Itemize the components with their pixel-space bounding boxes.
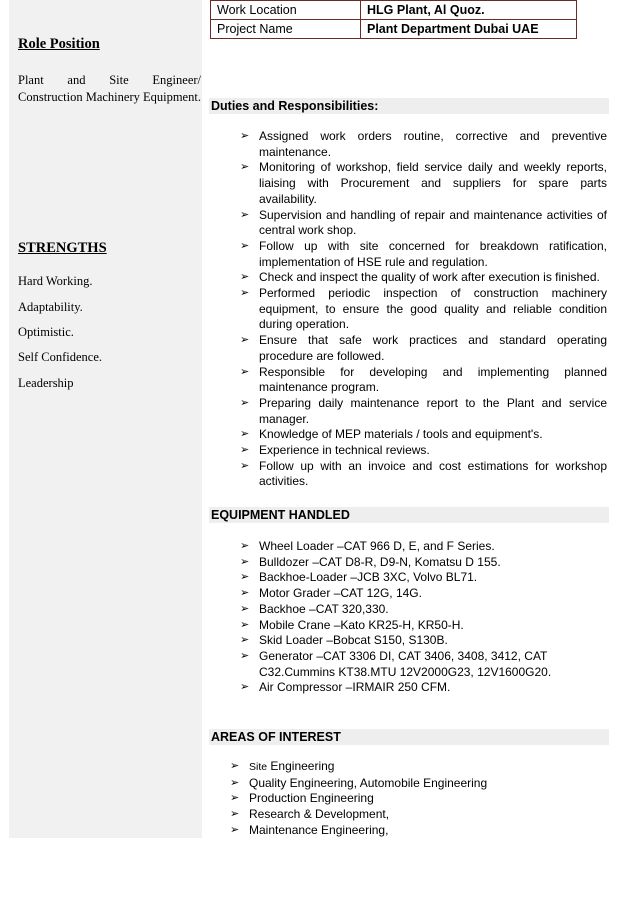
work-location-value: HLG Plant, Al Quoz. xyxy=(361,1,577,20)
list-item-text: Skid Loader –Bobcat S150, S130B. xyxy=(259,633,448,648)
arrow-bullet-icon: ➢ xyxy=(240,271,250,284)
list-item xyxy=(240,286,607,333)
strength-item: Self Confidence. xyxy=(18,350,103,364)
arrow-bullet-icon: ➢ xyxy=(240,459,250,472)
role-position-text: Plant and Site Engineer/ Construction Machinery Equipment. xyxy=(18,73,201,104)
work-location-label: Work Location xyxy=(211,1,361,20)
strength-item: Adaptability. xyxy=(18,300,83,314)
strength-item: Hard Working. xyxy=(18,274,93,288)
arrow-bullet-icon: ➢ xyxy=(240,334,250,347)
arrow-bullet-icon: ➢ xyxy=(240,208,250,221)
list-item-text: Knowledge of MEP materials / tools and equipment's. xyxy=(259,427,543,442)
list-item xyxy=(240,649,607,680)
arrow-bullet-icon: ➢ xyxy=(230,776,240,789)
list-item xyxy=(240,570,607,586)
list-item xyxy=(230,791,560,807)
strength-item: Leadership xyxy=(18,376,74,390)
list-item xyxy=(240,618,607,634)
list-item xyxy=(240,427,607,443)
list-item-text: Maintenance Engineering, xyxy=(249,822,389,837)
arrow-bullet-icon: ➢ xyxy=(240,130,250,142)
arrow-bullet-icon: ➢ xyxy=(240,161,250,174)
list-item xyxy=(240,602,607,618)
role-position-heading: Role Position xyxy=(18,36,100,52)
list-item-text: Follow up with site concerned for breakdown ratification, implementation of HSE rule and regulation. xyxy=(259,238,607,269)
list-item xyxy=(240,680,607,696)
list-item xyxy=(240,443,607,459)
project-info-table xyxy=(210,0,577,39)
list-item xyxy=(240,539,607,555)
list-item xyxy=(240,555,607,571)
list-item xyxy=(240,459,607,490)
list-item xyxy=(240,633,607,649)
list-item xyxy=(240,365,607,396)
list-item-text: Motor Grader –CAT 12G, 14G. xyxy=(259,586,422,601)
list-item-text: Air Compressor –IRMAIR 250 CFM. xyxy=(259,680,451,695)
arrow-bullet-icon: ➢ xyxy=(240,428,250,441)
list-item-text: Backhoe –CAT 320,330. xyxy=(259,601,389,616)
list-item xyxy=(240,239,607,270)
arrow-bullet-icon: ➢ xyxy=(240,681,250,694)
list-item-text: Experience in technical reviews. xyxy=(259,443,430,458)
arrow-bullet-icon: ➢ xyxy=(240,396,250,409)
arrow-bullet-icon: ➢ xyxy=(240,444,250,457)
strength-item: Optimistic. xyxy=(18,325,74,339)
list-item-text: Production Engineering xyxy=(249,791,374,806)
equipment-heading: EQUIPMENT HANDLED xyxy=(209,507,609,523)
table-row xyxy=(211,1,577,20)
arrow-bullet-icon: ➢ xyxy=(230,792,240,805)
list-item-text: Quality Engineering, Automobile Engineering xyxy=(249,775,488,790)
list-item-text: Backhoe-Loader –JCB 3XC, Volvo BL71. xyxy=(259,570,478,585)
arrow-bullet-icon: ➢ xyxy=(240,649,250,662)
list-item xyxy=(240,208,607,239)
equipment-list xyxy=(240,539,607,696)
areas-heading: AREAS OF INTEREST xyxy=(209,729,609,745)
list-item-text: Wheel Loader –CAT 966 D, E, and F Series. xyxy=(259,539,495,553)
arrow-bullet-icon: ➢ xyxy=(240,365,250,378)
list-item-text: Engineering xyxy=(267,759,335,773)
list-item-text: Ensure that safe work practices and standard operating procedure are followed. xyxy=(259,333,607,363)
duties-heading: Duties and Responsibilities: xyxy=(209,98,609,114)
list-item-text: Bulldozer –CAT D8-R, D9-N, Komatsu D 155. xyxy=(259,554,501,569)
table-row xyxy=(211,20,577,39)
duties-list xyxy=(240,129,607,490)
arrow-bullet-icon: ➢ xyxy=(240,618,250,631)
list-item xyxy=(230,776,560,792)
list-item-text: Mobile Crane –Kato KR25-H, KR50-H. xyxy=(259,617,464,632)
list-item-text: Assigned work orders routine, corrective and preventive maintenance. xyxy=(259,129,607,159)
arrow-bullet-icon: ➢ xyxy=(230,808,240,821)
list-item xyxy=(240,333,607,364)
list-item-text: Monitoring of workshop, field service daily and weekly reports, liaising with Procurement and suppliers for spare parts availability. xyxy=(259,160,607,206)
arrow-bullet-icon: ➢ xyxy=(240,602,250,615)
arrow-bullet-icon: ➢ xyxy=(240,239,250,252)
list-item xyxy=(240,270,607,286)
sidebar-panel xyxy=(9,0,202,838)
list-item xyxy=(230,759,560,776)
project-name-label: Project Name xyxy=(211,20,361,39)
arrow-bullet-icon: ➢ xyxy=(240,540,250,552)
list-item-text: Supervision and handling of repair and maintenance activities of central work shop. xyxy=(259,207,607,238)
list-item xyxy=(230,823,560,839)
list-item-text: Check and inspect the quality of work after execution is finished. xyxy=(259,270,600,285)
list-item-text: Performed periodic inspection of construction machinery equipment, to ensure the good quality and reliable condition during operation. xyxy=(259,286,607,332)
arrow-bullet-icon: ➢ xyxy=(240,287,250,300)
arrow-bullet-icon: ➢ xyxy=(240,555,250,568)
project-name-value: Plant Department Dubai UAE xyxy=(361,20,577,39)
strengths-heading: STRENGTHS xyxy=(18,240,107,256)
list-item xyxy=(230,807,560,823)
list-item-text: Generator –CAT 3306 DI, CAT 3406, 3408, 3412, CAT C32.Cummins KT38.MTU 12V2000G23, 12V1600G20. xyxy=(259,648,552,679)
list-item xyxy=(240,129,607,160)
list-item-text: Research & Development, xyxy=(249,807,390,822)
arrow-bullet-icon: ➢ xyxy=(240,571,250,584)
arrow-bullet-icon: ➢ xyxy=(240,587,250,600)
list-item-text: Follow up with an invoice and cost estimations for workshop activities. xyxy=(259,458,607,489)
list-item-text: Responsible for developing and implementing planned maintenance program. xyxy=(259,364,607,395)
list-item-text: Preparing daily maintenance report to the Plant and service manager. xyxy=(259,395,607,426)
list-item xyxy=(240,396,607,427)
areas-list xyxy=(230,759,560,839)
arrow-bullet-icon: ➢ xyxy=(230,823,240,836)
arrow-bullet-icon: ➢ xyxy=(230,760,240,772)
arrow-bullet-icon: ➢ xyxy=(240,634,250,647)
list-item xyxy=(240,160,607,207)
list-item xyxy=(240,586,607,602)
list-item-text-prefix: Site xyxy=(249,761,268,773)
